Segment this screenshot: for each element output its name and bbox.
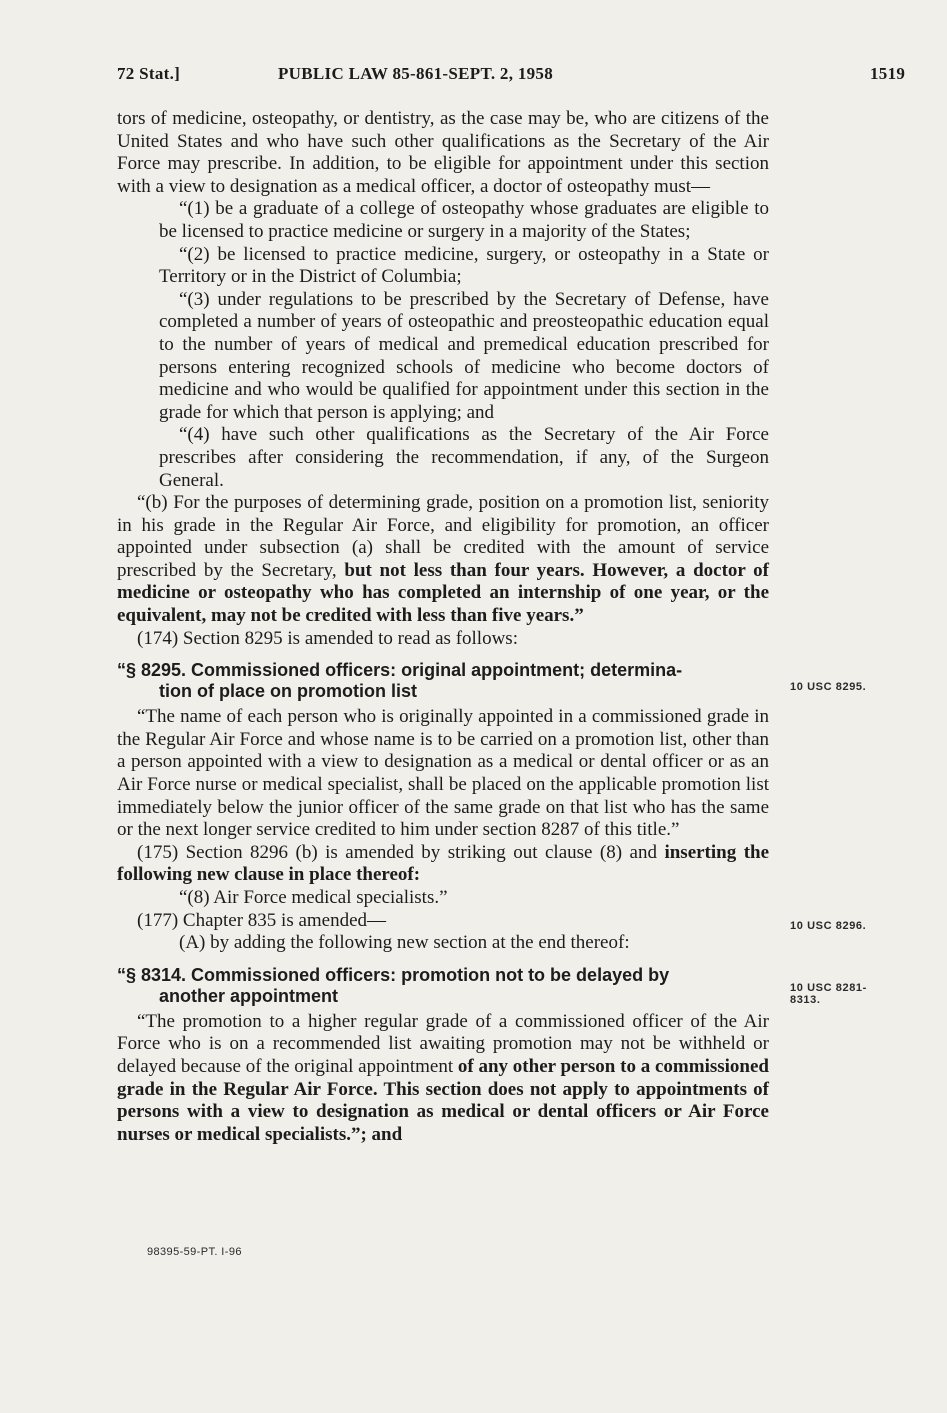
margin-note-8281-line2: 8313. xyxy=(790,994,821,1006)
section-heading-8314-line2: another appointment xyxy=(159,985,338,1006)
margin-note-8281-line1: 10 USC 8281- xyxy=(790,982,867,994)
paragraph-continued: tors of medicine, osteopathy, or dentistry, as the case may be, who are citizens of the United States and who have such other qualifications as the Secretary of the Air Force may prescribe. In addition, to be eligible for appointment under this section with a view to designation as a medical officer, a doctor of osteopathy must— xyxy=(117,108,769,197)
paragraph-175-bold-text: inserting the following new clause in place thereof: xyxy=(117,841,770,886)
list-item-4: “(4) have such other qualifications as the Secretary of the Air Force prescribes after considering the recommendation, if any, of the Surgeon General. xyxy=(159,424,769,491)
paragraph-8295: “The name of each person who is originally appointed in a commissioned grade in the Regular Air Force and whose name is to be carried on a promotion list, other than a person appointed with a view to designation as a medical or dental officer or as an Air Force nurse or medical specialist, shall be placed on the applicable promotion list immediately below the junior officer of the same grade on that list who has the same or the next longer service credited to him under section 8287 of this title.” xyxy=(117,706,769,841)
margin-note-8296: 10 USC 8296. xyxy=(790,920,867,932)
section-heading-8314 xyxy=(117,965,769,1007)
paragraph-8314-bold-text: of any other person to a commissioned grade in the Regular Air Force. This section does not apply to appointments of persons with a view to designation as medical or dental officers or Air Force nurses or medical specialists.”; and xyxy=(117,1055,769,1145)
header-statute-ref: 72 Stat.] xyxy=(117,64,181,83)
body-text xyxy=(117,108,769,1146)
paragraph-174: (174) Section 8295 is amended to read as follows: xyxy=(137,627,518,649)
list-item-1: “(1) be a graduate of a college of osteopathy whose graduates are eligible to be licensed to practice medicine or surgery in a majority of the States; xyxy=(159,198,769,242)
section-heading-8295-line1: “§ 8295. Commissioned officers: original appointment; determina- xyxy=(117,660,683,681)
list-item-2: “(2) be licensed to practice medicine, surgery, or osteopathy in a State or Territory or in the District of Columbia; xyxy=(159,243,769,288)
section-heading-8314-line1: “§ 8314. Commissioned officers: promotion not to be delayed by xyxy=(117,964,670,985)
section-heading-8295-line2: tion of place on promotion list xyxy=(159,681,417,702)
section-heading-8295 xyxy=(117,660,769,702)
margin-note-8281 xyxy=(790,982,867,1006)
paragraph-175-text: (175) Section 8296 (b) is amended by striking out clause (8) and xyxy=(137,841,657,863)
margin-note-8295: 10 USC 8295. xyxy=(790,681,867,693)
paragraph-8314 xyxy=(117,1011,769,1147)
paragraph-subsection-b xyxy=(117,492,769,628)
paragraph-177-a: (A) by adding the following new section at the end thereof: xyxy=(179,932,630,954)
footer-print-code: 98395-59-PT. I-96 xyxy=(147,1246,242,1258)
paragraph-177: (177) Chapter 835 is amended— xyxy=(137,909,387,931)
subsection-b-text: “(b) For the purposes of determining grade, position on a promotion list, seniority in his grade in the Regular Air Force, and eligibility for promotion, an officer appointed under subsection (a) shall be credited with the amount of service prescribed by the Secretary, xyxy=(117,492,769,581)
list-item-3: “(3) under regulations to be prescribed by the Secretary of Defense, have completed a number of years of osteopathic and preosteopathic education equal to the number of years of medical and premedical education prescribed for persons entering recognized schools of medicine who become doctors of medicine and who would be qualified for appointment under this section in the grade for which that person is applying; and xyxy=(159,288,769,423)
paragraph-175 xyxy=(117,842,769,887)
subsection-b-bold-text: but not less than four years. However, a doctor of medicine or osteopathy who has completed an internship of one year, or the equivalent, may not be credited with less than five years.” xyxy=(117,559,770,627)
clause-8: “(8) Air Force medical specialists.” xyxy=(179,887,448,908)
page-number: 1519 xyxy=(870,64,906,83)
paragraph-8314-text: “The promotion to a higher regular grade of a commissioned officer of the Air Force who is on a recommended list awaiting promotion may not be withheld or delayed because of the original appointment xyxy=(117,1010,769,1077)
header-title: PUBLIC LAW 85-861-SEPT. 2, 1958 xyxy=(278,64,554,83)
